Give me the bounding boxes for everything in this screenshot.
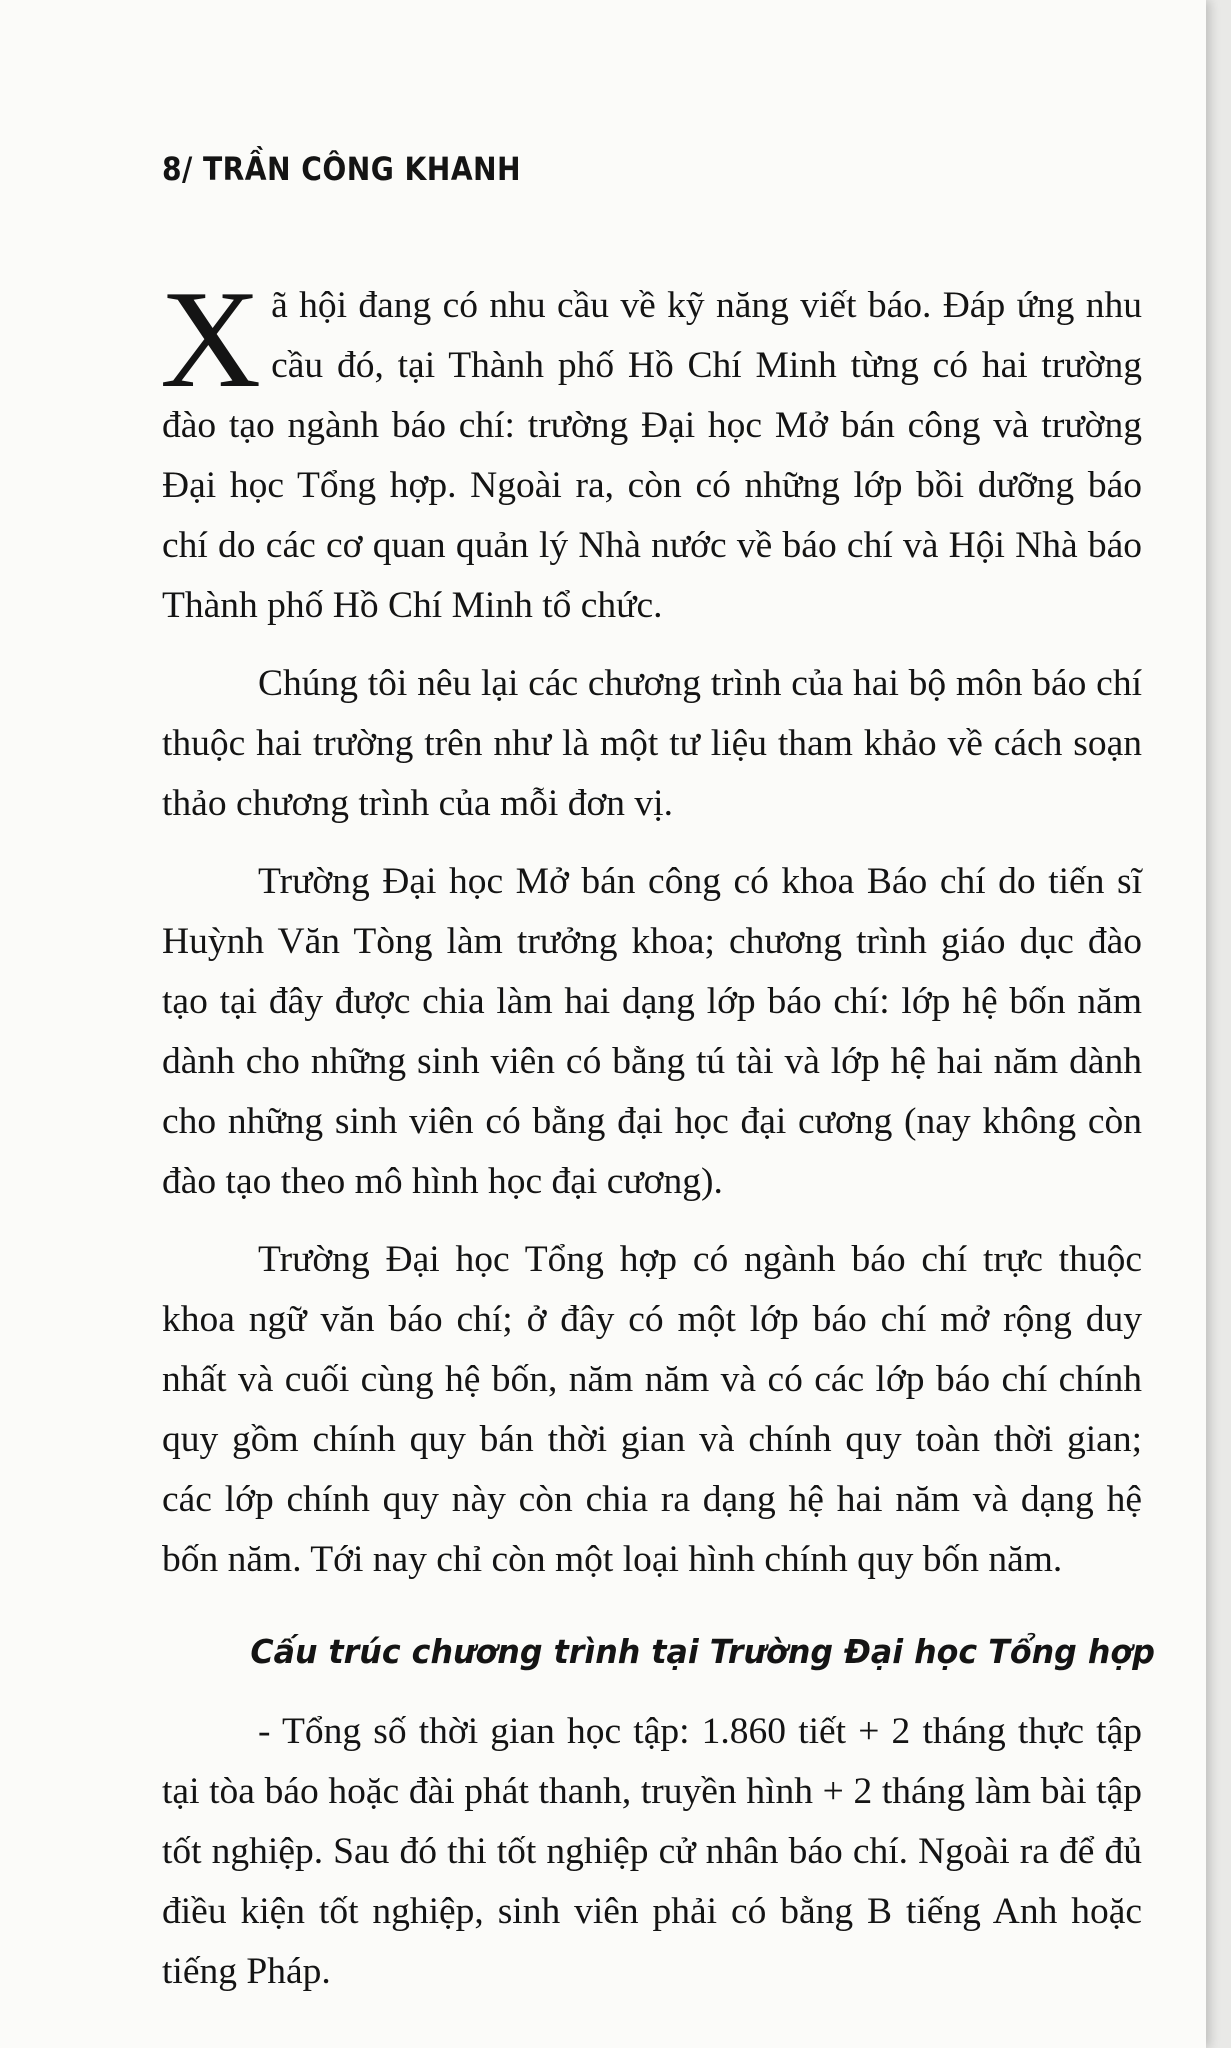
paragraph-4: Trường Đại học Tổng hợp có ngành báo chí trực thuộc khoa ngữ văn báo chí; ở đây có một lớp báo chí mở rộng duy nhất và cuối cùng hệ bốn, năm năm và có các lớp báo chí chính quy gồm chính quy bán thời gian và chính quy toàn thời gian; các lớp chính quy này còn chia ra dạng hệ hai năm và dạng hệ bốn năm. Tới nay chỉ còn một loại hình chính quy bốn năm. [162, 1239, 1142, 1580]
section-subheading: Cấu trúc chương trình tại Trường Đại học Tổng hợp [250, 1632, 1155, 1671]
page-body [160, 262, 1155, 2020]
paragraph-1 [160, 262, 1142, 636]
paragraph-3: Trường Đại học Mở bán công có khoa Báo chí do tiến sĩ Huỳnh Văn Tòng làm trưởng khoa; chương trình giáo dục đào tạo tại đây được chia làm hai dạng lớp báo chí: lớp hệ bốn năm dành cho những sinh viên có bằng tú tài và lớp hệ hai năm dành cho những sinh viên có bằng đại học đại cương (nay không còn đào tạo theo mô hình học đại cương). [162, 861, 1142, 1202]
paragraph-1-text: ã hội đang có nhu cầu về kỹ năng viết báo. Đáp ứng nhu cầu đó, tại Thành phố Hồ Chí Minh từng có hai trường đào tạo ngành báo chí: trường Đại học Mở bán công và trường Đại học Tổng hợp. Ngoài ra, còn có những lớp bồi dưỡng báo chí do các cơ quan quản lý Nhà nước về báo chí và Hội Nhà báo Thành phố Hồ Chí Minh tổ chức. [162, 285, 1142, 626]
running-header: 8/ TRẦN CÔNG KHANH [162, 150, 522, 188]
drop-cap: X [160, 262, 262, 417]
paragraph-5: - Tổng số thời gian học tập: 1.860 tiết + 2 tháng thực tập tại tòa báo hoặc đài phát thanh, truyền hình + 2 tháng làm bài tập tốt nghiệp. Sau đó thi tốt nghiệp cử nhân báo chí. Ngoài ra để đủ điều kiện tốt nghiệp, sinh viên phải có bằng B tiếng Anh hoặc tiếng Pháp. [162, 1711, 1142, 1992]
paragraph-2: Chúng tôi nêu lại các chương trình của hai bộ môn báo chí thuộc hai trường trên như là một tư liệu tham khảo về cách soạn thảo chương trình của mỗi đơn vị. [162, 663, 1142, 824]
